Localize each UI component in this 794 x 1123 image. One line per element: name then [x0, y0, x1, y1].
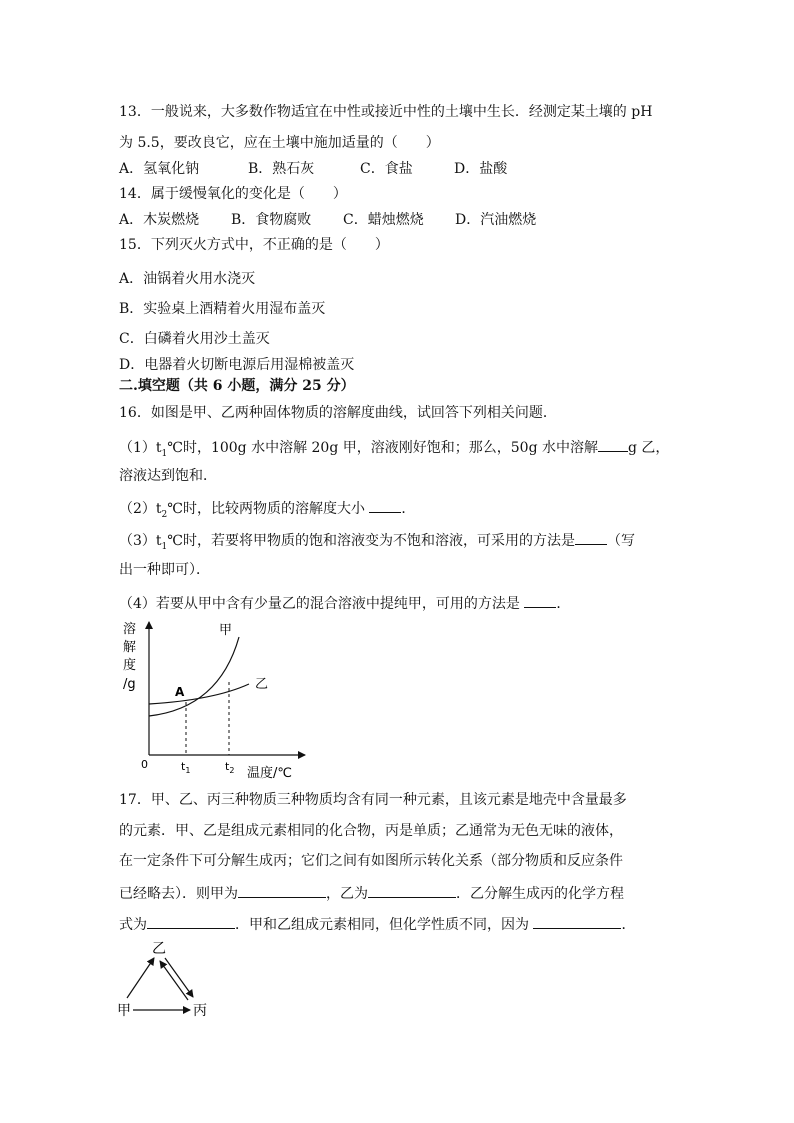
- q16-part3: $(3)t_1℃$时，若要将甲物质的饱和溶液变为不饱和溶液，可采用的方法是 （写: [119, 530, 635, 556]
- q13-stem-line1: 13．一般说来，大多数作物适宜在中性或接近中性的土壤中生长．经测定某土壤的 pH: [119, 104, 653, 120]
- q15-option-d: D．电器着火切断电源后用湿棉被盖灭: [119, 357, 355, 373]
- q16-part4: （4）若要从甲中含有少量乙的混合溶液中提纯甲，可用的方法是 ．: [119, 593, 570, 613]
- conversion-diagram: [113, 936, 223, 1021]
- q17-blank-1[interactable]: [238, 883, 326, 898]
- q16-blank-1[interactable]: [598, 437, 628, 452]
- q16-stem: 16．如图是甲、乙两种固体物质的溶解度曲线，试回答下列相关问题．: [119, 405, 557, 421]
- curve-jia-line: [149, 637, 239, 716]
- q13-stem-line2: 为 5.5，要改良它，应在土壤中施加适量的（ ）: [119, 135, 440, 151]
- q14-option-d: D．汽油燃烧: [455, 212, 537, 228]
- q17-line5: 式为 ．甲和乙组成元素相同，但化学性质不同，因为 ．: [119, 914, 635, 934]
- arrow-yi-to-bing: [165, 958, 193, 997]
- q15-option-c: C．白磷着火用沙土盖灭: [119, 331, 270, 347]
- arrow-bing-to-yi: [160, 961, 188, 1000]
- label-yi: 乙: [255, 677, 269, 692]
- q17-blank-4[interactable]: [533, 914, 621, 929]
- q13-option-b: B．熟石灰: [248, 161, 315, 177]
- q17-line1: 17．甲、乙、丙三种物质三种物质均含有同一种元素，且该元素是地壳中含量最多: [119, 792, 627, 808]
- t2-label: $t_2$: [225, 760, 235, 775]
- q17-blank-3[interactable]: [147, 914, 235, 929]
- arrow-jia-to-yi: [127, 958, 154, 998]
- q17-line3: 在一定条件下可分解生成丙；它们之间有如图所示转化关系（部分物质和反应条件: [119, 853, 623, 869]
- q13-option-d: D．盐酸: [454, 161, 508, 177]
- q17-blank-2[interactable]: [368, 883, 456, 898]
- t1-label: $t_1$: [181, 760, 191, 775]
- q14-option-c: C．蜡烛燃烧: [343, 212, 424, 228]
- q17-line2: 的元素．甲、乙是组成元素相同的化合物，丙是单质；乙通常为无色无味的液体，: [119, 823, 623, 839]
- node-bing: 丙: [193, 1003, 207, 1019]
- q16-blank-2[interactable]: [369, 498, 401, 513]
- origin-label: 0: [141, 758, 148, 771]
- y-axis-label-3: 度: [123, 658, 137, 673]
- q14-stem: 14．属于缓慢氧化的变化是（ ）: [119, 186, 347, 202]
- q15-option-b: B．实验桌上酒精着火用湿布盖灭: [119, 301, 326, 317]
- q14-option-a: A．木炭燃烧: [119, 212, 200, 228]
- q13-option-a: A．氢氧化钠: [119, 161, 200, 177]
- q14-option-b: B．食物腐败: [231, 212, 312, 228]
- section-heading: 二.填空题（共 6 小题，满分 25 分）: [119, 378, 355, 394]
- x-axis-label: 温度/℃: [247, 766, 292, 781]
- y-axis-label-2: 解: [123, 640, 137, 655]
- y-axis-label-4: /g: [123, 677, 136, 692]
- label-jia: 甲: [219, 623, 233, 638]
- q16-part1: $(1)t_1℃$时，100g 水中溶解 20g 甲，溶液刚好饱和；那么，50g 水中溶解 g 乙，: [119, 437, 669, 463]
- q16-part1-line2: 溶液达到饱和．: [119, 468, 217, 484]
- q16-part2: $(2)t_2℃$时，比较两物质的溶解度大小 ．: [119, 498, 415, 524]
- q14-options: [119, 211, 536, 229]
- q13-options: [119, 160, 507, 178]
- q16-part3-line2: 出一种即可）．: [119, 562, 210, 578]
- q15-stem: 15．下列灭火方式中，不正确的是（ ）: [119, 237, 389, 253]
- q16-blank-4[interactable]: [524, 593, 556, 608]
- q16-blank-3[interactable]: [575, 530, 607, 545]
- solubility-curve-graph: [119, 618, 309, 783]
- q17-line4: 已经略去）．则甲为 ，乙为 ．乙分解生成丙的化学方程: [119, 883, 624, 903]
- q13-option-c: C．食盐: [360, 161, 413, 177]
- point-a-label: A: [175, 685, 185, 699]
- y-axis-label-1: 溶: [123, 622, 137, 637]
- curve-jia: [149, 693, 244, 716]
- node-jia: 甲: [117, 1003, 131, 1019]
- curve-yi-line: [149, 684, 249, 704]
- q15-option-a: A．油锅着火用水浇灭: [119, 271, 256, 287]
- node-yi: 乙: [152, 941, 166, 957]
